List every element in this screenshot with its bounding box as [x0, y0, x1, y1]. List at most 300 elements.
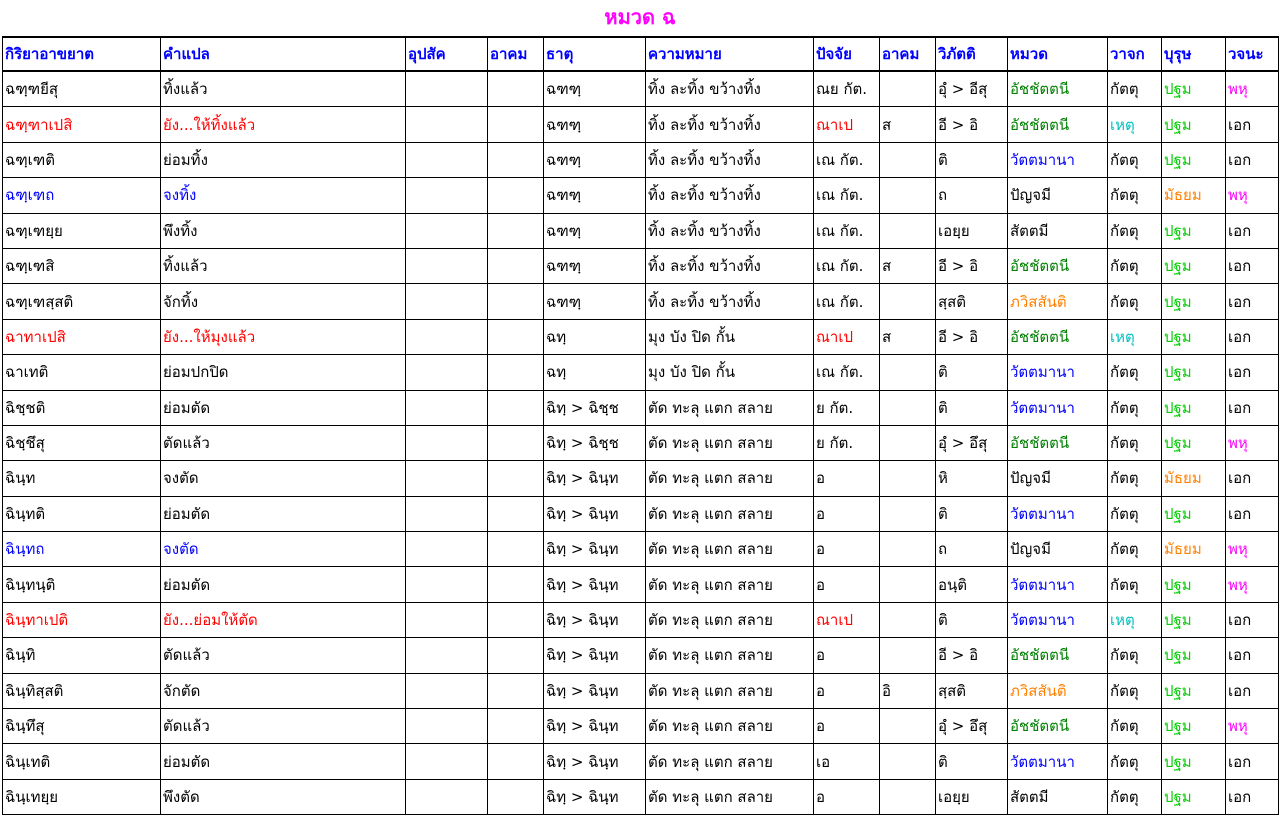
cell-tense-group: อัชชัตตนี	[1008, 319, 1108, 354]
cell-voice: กัตตุ	[1108, 355, 1162, 390]
cell-voice: เหตุ	[1108, 107, 1162, 142]
cell-meaning: ทิ้ง ละทิ้ง ขว้างทิ้ง	[646, 107, 814, 142]
cell-verb: ฉินฺท	[3, 461, 161, 496]
header-verb: กิริยาอาขยาต	[3, 37, 161, 71]
cell-translation: ย่อมตัด	[161, 567, 406, 602]
cell-tense-group: ภวิสสันติ	[1008, 284, 1108, 319]
cell-voice: กัตตุ	[1108, 744, 1162, 779]
cell-person: ปฐม	[1162, 602, 1226, 637]
cell-number: เอก	[1226, 390, 1279, 425]
cell-augment	[488, 248, 544, 283]
cell-augment	[488, 638, 544, 673]
cell-tense-group: สัตตมี	[1008, 779, 1108, 814]
cell-meaning: ตัด ทะลุ แตก สลาย	[646, 425, 814, 460]
cell-translation: พึงตัด	[161, 779, 406, 814]
cell-augment	[488, 744, 544, 779]
cell-meaning: ตัด ทะลุ แตก สลาย	[646, 673, 814, 708]
cell-translation: ทิ้งแล้ว	[161, 71, 406, 107]
cell-suffix: อ	[814, 638, 880, 673]
cell-translation: ย่อมตัด	[161, 496, 406, 531]
cell-prefix	[406, 71, 488, 107]
cell-voice: กัตตุ	[1108, 425, 1162, 460]
cell-root: ฉิทฺ > ฉินฺท	[544, 638, 646, 673]
cell-translation: ตัดแล้ว	[161, 709, 406, 744]
cell-root: ฉิทฺ > ฉินฺท	[544, 461, 646, 496]
cell-augment	[488, 178, 544, 213]
cell-translation: ยัง...ย่อมให้ตัด	[161, 602, 406, 637]
table-row	[3, 673, 1279, 708]
cell-augment	[488, 779, 544, 814]
cell-number: พหุ	[1226, 709, 1279, 744]
cell-meaning: ทิ้ง ละทิ้ง ขว้างทิ้ง	[646, 213, 814, 248]
header-meaning: ความหมาย	[646, 37, 814, 71]
cell-augment	[488, 213, 544, 248]
cell-prefix	[406, 532, 488, 567]
cell-root: ฉิทฺ > ฉินฺท	[544, 709, 646, 744]
cell-person: ปฐม	[1162, 496, 1226, 531]
cell-verb: ฉินฺทึสุ	[3, 709, 161, 744]
cell-verb: ฉฑฺเฑติ	[3, 142, 161, 177]
cell-voice: กัตตุ	[1108, 284, 1162, 319]
cell-prefix	[406, 602, 488, 637]
cell-root: ฉฑฑฺ	[544, 213, 646, 248]
cell-augment-2	[880, 425, 936, 460]
cell-inflection: อี > อิ	[936, 319, 1008, 354]
cell-meaning: ทิ้ง ละทิ้ง ขว้างทิ้ง	[646, 284, 814, 319]
cell-root: ฉิทฺ > ฉินฺท	[544, 496, 646, 531]
cell-tense-group: ปัญจมี	[1008, 532, 1108, 567]
cell-prefix	[406, 248, 488, 283]
table-row	[3, 744, 1279, 779]
cell-person: ปฐม	[1162, 425, 1226, 460]
table-row	[3, 178, 1279, 213]
cell-inflection: อี > อิ	[936, 638, 1008, 673]
cell-augment	[488, 673, 544, 708]
cell-suffix: ณาเป	[814, 602, 880, 637]
cell-suffix: เอ	[814, 744, 880, 779]
cell-augment-2	[880, 355, 936, 390]
cell-verb: ฉินฺทถ	[3, 532, 161, 567]
cell-number: เอก	[1226, 461, 1279, 496]
cell-tense-group: วัตตมานา	[1008, 355, 1108, 390]
cell-translation: พึงทิ้ง	[161, 213, 406, 248]
cell-root: ฉิทฺ > ฉินฺท	[544, 673, 646, 708]
cell-meaning: ทิ้ง ละทิ้ง ขว้างทิ้ง	[646, 178, 814, 213]
table-row	[3, 709, 1279, 744]
cell-meaning: ทิ้ง ละทิ้ง ขว้างทิ้ง	[646, 142, 814, 177]
page-title: หมวด ฉ	[604, 5, 676, 29]
cell-person: ปฐม	[1162, 709, 1226, 744]
cell-inflection: ติ	[936, 142, 1008, 177]
cell-tense-group: อัชชัตตนี	[1008, 71, 1108, 107]
cell-inflection: ติ	[936, 355, 1008, 390]
cell-root: ฉิทฺ > ฉินฺท	[544, 532, 646, 567]
cell-augment	[488, 284, 544, 319]
cell-translation: ย่อมปกปิด	[161, 355, 406, 390]
header-number: วจนะ	[1226, 37, 1279, 71]
cell-augment-2	[880, 390, 936, 425]
cell-suffix: อ	[814, 779, 880, 814]
cell-root: ฉิทฺ > ฉินฺท	[544, 602, 646, 637]
cell-suffix: ณาเป	[814, 107, 880, 142]
cell-augment-2	[880, 709, 936, 744]
cell-tense-group: สัตตมี	[1008, 213, 1108, 248]
cell-tense-group: วัตตมานา	[1008, 142, 1108, 177]
table-row	[3, 532, 1279, 567]
cell-prefix	[406, 709, 488, 744]
cell-voice: กัตตุ	[1108, 673, 1162, 708]
cell-translation: จงทิ้ง	[161, 178, 406, 213]
cell-root: ฉฑฑฺ	[544, 178, 646, 213]
cell-inflection: อุํ > อีสุ	[936, 71, 1008, 107]
cell-suffix: ณย กัต.	[814, 71, 880, 107]
cell-meaning: ตัด ทะลุ แตก สลาย	[646, 709, 814, 744]
cell-root: ฉฑฑฺ	[544, 107, 646, 142]
cell-augment	[488, 390, 544, 425]
cell-meaning: ทิ้ง ละทิ้ง ขว้างทิ้ง	[646, 248, 814, 283]
cell-inflection: ติ	[936, 390, 1008, 425]
cell-meaning: ตัด ทะลุ แตก สลาย	[646, 496, 814, 531]
cell-number: เอก	[1226, 673, 1279, 708]
cell-verb: ฉาเทติ	[3, 355, 161, 390]
cell-translation: จงตัด	[161, 532, 406, 567]
cell-augment-2: ส	[880, 319, 936, 354]
header-augment: อาคม	[488, 37, 544, 71]
cell-suffix: อ	[814, 496, 880, 531]
cell-augment-2	[880, 496, 936, 531]
cell-verb: ฉินฺทิสฺสติ	[3, 673, 161, 708]
table-row	[3, 248, 1279, 283]
cell-number: เอก	[1226, 319, 1279, 354]
cell-inflection: อุํ > อึสุ	[936, 425, 1008, 460]
cell-meaning: ตัด ทะลุ แตก สลาย	[646, 532, 814, 567]
cell-root: ฉิทฺ > ฉินฺท	[544, 567, 646, 602]
cell-root: ฉิทฺ > ฉิชฺช	[544, 425, 646, 460]
cell-number: เอก	[1226, 107, 1279, 142]
cell-inflection: ถ	[936, 178, 1008, 213]
cell-suffix: อ	[814, 709, 880, 744]
header-row	[3, 37, 1279, 71]
cell-number: เอก	[1226, 142, 1279, 177]
cell-verb: ฉินฺทิ	[3, 638, 161, 673]
cell-person: ปฐม	[1162, 638, 1226, 673]
header-tense-group: หมวด	[1008, 37, 1108, 71]
cell-number: เอก	[1226, 496, 1279, 531]
cell-meaning: มุง บัง ปิด กั้น	[646, 319, 814, 354]
cell-prefix	[406, 178, 488, 213]
cell-verb: ฉิชฺชึสุ	[3, 425, 161, 460]
cell-translation: ย่อมทิ้ง	[161, 142, 406, 177]
cell-person: ปฐม	[1162, 355, 1226, 390]
cell-suffix: เณ กัต.	[814, 142, 880, 177]
cell-voice: กัตตุ	[1108, 709, 1162, 744]
table-body	[3, 71, 1279, 815]
cell-augment-2	[880, 142, 936, 177]
header-voice: วาจก	[1108, 37, 1162, 71]
table-row	[3, 425, 1279, 460]
table-row	[3, 284, 1279, 319]
cell-person: ปฐม	[1162, 71, 1226, 107]
cell-tense-group: วัตตมานา	[1008, 567, 1108, 602]
cell-verb: ฉินฺเทติ	[3, 744, 161, 779]
cell-inflection: สฺสติ	[936, 673, 1008, 708]
header-root: ธาตุ	[544, 37, 646, 71]
cell-number: พหุ	[1226, 532, 1279, 567]
cell-verb: ฉฑฺเฑสิ	[3, 248, 161, 283]
table-row	[3, 602, 1279, 637]
cell-number: พหุ	[1226, 71, 1279, 107]
cell-meaning: ทิ้ง ละทิ้ง ขว้างทิ้ง	[646, 71, 814, 107]
table-row	[3, 567, 1279, 602]
cell-verb: ฉินฺเทยฺย	[3, 779, 161, 814]
cell-meaning: ตัด ทะลุ แตก สลาย	[646, 390, 814, 425]
cell-inflection: เอยฺย	[936, 213, 1008, 248]
cell-augment	[488, 709, 544, 744]
cell-prefix	[406, 638, 488, 673]
cell-root: ฉฑฑฺ	[544, 284, 646, 319]
table-row	[3, 71, 1279, 107]
table-row	[3, 142, 1279, 177]
cell-inflection: หิ	[936, 461, 1008, 496]
cell-prefix	[406, 213, 488, 248]
cell-prefix	[406, 496, 488, 531]
cell-translation: ยัง...ให้ทิ้งแล้ว	[161, 107, 406, 142]
cell-meaning: ตัด ทะลุ แตก สลาย	[646, 744, 814, 779]
cell-augment-2	[880, 602, 936, 637]
cell-tense-group: ปัญจมี	[1008, 178, 1108, 213]
cell-root: ฉทฺ	[544, 355, 646, 390]
cell-meaning: ตัด ทะลุ แตก สลาย	[646, 602, 814, 637]
cell-voice: เหตุ	[1108, 602, 1162, 637]
cell-prefix	[406, 390, 488, 425]
cell-prefix	[406, 142, 488, 177]
cell-voice: เหตุ	[1108, 319, 1162, 354]
cell-prefix	[406, 107, 488, 142]
cell-voice: กัตตุ	[1108, 532, 1162, 567]
cell-voice: กัตตุ	[1108, 638, 1162, 673]
cell-inflection: อี > อิ	[936, 107, 1008, 142]
cell-verb: ฉฑฺฑยีสุ	[3, 71, 161, 107]
cell-tense-group: วัตตมานา	[1008, 602, 1108, 637]
cell-augment	[488, 496, 544, 531]
cell-prefix	[406, 425, 488, 460]
header-prefix: อุปสัค	[406, 37, 488, 71]
cell-prefix	[406, 567, 488, 602]
cell-inflection: สฺสติ	[936, 284, 1008, 319]
table-row	[3, 779, 1279, 814]
cell-augment-2	[880, 213, 936, 248]
cell-augment	[488, 461, 544, 496]
cell-augment	[488, 319, 544, 354]
cell-prefix	[406, 744, 488, 779]
cell-number: เอก	[1226, 779, 1279, 814]
cell-verb: ฉฑฺเฑยฺย	[3, 213, 161, 248]
cell-translation: ย่อมตัด	[161, 390, 406, 425]
cell-voice: กัตตุ	[1108, 461, 1162, 496]
cell-augment	[488, 532, 544, 567]
cell-voice: กัตตุ	[1108, 779, 1162, 814]
cell-augment	[488, 142, 544, 177]
table-row	[3, 319, 1279, 354]
cell-inflection: ติ	[936, 602, 1008, 637]
conjugation-table	[2, 36, 1279, 815]
cell-suffix: ย กัต.	[814, 390, 880, 425]
cell-translation: ย่อมตัด	[161, 744, 406, 779]
cell-prefix	[406, 779, 488, 814]
cell-person: ปฐม	[1162, 142, 1226, 177]
cell-root: ฉฑฑฺ	[544, 248, 646, 283]
cell-augment-2	[880, 284, 936, 319]
cell-augment-2	[880, 744, 936, 779]
cell-voice: กัตตุ	[1108, 71, 1162, 107]
cell-translation: ยัง...ให้มุงแล้ว	[161, 319, 406, 354]
header-augment-2: อาคม	[880, 37, 936, 71]
cell-translation: ตัดแล้ว	[161, 638, 406, 673]
cell-voice: กัตตุ	[1108, 390, 1162, 425]
cell-prefix	[406, 319, 488, 354]
cell-suffix: เณ กัต.	[814, 213, 880, 248]
cell-suffix: ณาเป	[814, 319, 880, 354]
cell-tense-group: วัตตมานา	[1008, 744, 1108, 779]
cell-tense-group: ภวิสสันติ	[1008, 673, 1108, 708]
cell-verb: ฉินฺทนฺติ	[3, 567, 161, 602]
cell-translation: ตัดแล้ว	[161, 425, 406, 460]
cell-tense-group: วัตตมานา	[1008, 390, 1108, 425]
cell-inflection: อนฺติ	[936, 567, 1008, 602]
cell-voice: กัตตุ	[1108, 178, 1162, 213]
cell-suffix: เณ กัต.	[814, 355, 880, 390]
cell-person: ปฐม	[1162, 213, 1226, 248]
cell-person: มัธยม	[1162, 178, 1226, 213]
cell-augment-2	[880, 532, 936, 567]
cell-number: เอก	[1226, 638, 1279, 673]
cell-inflection: อี > อิ	[936, 248, 1008, 283]
cell-prefix	[406, 461, 488, 496]
cell-translation: จักตัด	[161, 673, 406, 708]
cell-augment	[488, 567, 544, 602]
cell-person: มัธยม	[1162, 461, 1226, 496]
cell-verb: ฉิชฺชติ	[3, 390, 161, 425]
cell-meaning: ตัด ทะลุ แตก สลาย	[646, 461, 814, 496]
cell-augment	[488, 71, 544, 107]
cell-root: ฉิทฺ > ฉินฺท	[544, 779, 646, 814]
header-translation: คำแปล	[161, 37, 406, 71]
cell-inflection: ติ	[936, 744, 1008, 779]
cell-verb: ฉาทาเปสิ	[3, 319, 161, 354]
cell-number: พหุ	[1226, 178, 1279, 213]
cell-tense-group: อัชชัตตนี	[1008, 248, 1108, 283]
cell-augment-2	[880, 178, 936, 213]
cell-augment-2	[880, 461, 936, 496]
cell-augment-2: ส	[880, 248, 936, 283]
cell-person: ปฐม	[1162, 673, 1226, 708]
cell-prefix	[406, 355, 488, 390]
cell-tense-group: อัชชัตตนี	[1008, 709, 1108, 744]
cell-tense-group: อัชชัตตนี	[1008, 638, 1108, 673]
cell-number: เอก	[1226, 213, 1279, 248]
cell-tense-group: ปัญจมี	[1008, 461, 1108, 496]
table-row	[3, 213, 1279, 248]
cell-verb: ฉฑฺเฑสฺสติ	[3, 284, 161, 319]
cell-suffix: อ	[814, 461, 880, 496]
cell-inflection: ถ	[936, 532, 1008, 567]
cell-augment-2	[880, 779, 936, 814]
cell-person: ปฐม	[1162, 248, 1226, 283]
cell-tense-group: วัตตมานา	[1008, 496, 1108, 531]
cell-root: ฉิทฺ > ฉินฺท	[544, 744, 646, 779]
cell-translation: จงตัด	[161, 461, 406, 496]
cell-root: ฉทฺ	[544, 319, 646, 354]
cell-voice: กัตตุ	[1108, 248, 1162, 283]
cell-suffix: อ	[814, 532, 880, 567]
cell-person: ปฐม	[1162, 107, 1226, 142]
cell-number: เอก	[1226, 602, 1279, 637]
cell-number: เอก	[1226, 248, 1279, 283]
cell-person: ปฐม	[1162, 319, 1226, 354]
cell-person: ปฐม	[1162, 390, 1226, 425]
table-row	[3, 355, 1279, 390]
cell-root: ฉฑฑฺ	[544, 71, 646, 107]
cell-number: เอก	[1226, 284, 1279, 319]
table-row	[3, 638, 1279, 673]
cell-augment-2: ส	[880, 107, 936, 142]
cell-augment	[488, 425, 544, 460]
header-inflection: วิภัตติ	[936, 37, 1008, 71]
cell-prefix	[406, 284, 488, 319]
cell-augment	[488, 355, 544, 390]
cell-person: ปฐม	[1162, 284, 1226, 319]
cell-augment-2	[880, 71, 936, 107]
table-row	[3, 461, 1279, 496]
table-row	[3, 496, 1279, 531]
cell-number: พหุ	[1226, 425, 1279, 460]
cell-root: ฉิทฺ > ฉิชฺช	[544, 390, 646, 425]
cell-person: ปฐม	[1162, 779, 1226, 814]
cell-number: พหุ	[1226, 567, 1279, 602]
cell-prefix	[406, 673, 488, 708]
cell-voice: กัตตุ	[1108, 496, 1162, 531]
cell-verb: ฉฑฺเฑถ	[3, 178, 161, 213]
cell-verb: ฉฑฺฑาเปสิ	[3, 107, 161, 142]
cell-verb: ฉินฺทติ	[3, 496, 161, 531]
cell-person: มัธยม	[1162, 532, 1226, 567]
cell-augment	[488, 602, 544, 637]
cell-suffix: เณ กัต.	[814, 248, 880, 283]
cell-meaning: ตัด ทะลุ แตก สลาย	[646, 638, 814, 673]
cell-meaning: ตัด ทะลุ แตก สลาย	[646, 567, 814, 602]
table-row	[3, 390, 1279, 425]
cell-voice: กัตตุ	[1108, 567, 1162, 602]
cell-translation: จักทิ้ง	[161, 284, 406, 319]
cell-inflection: เอยฺย	[936, 779, 1008, 814]
cell-suffix: อ	[814, 673, 880, 708]
cell-inflection: อุํ > อึสุ	[936, 709, 1008, 744]
cell-voice: กัตตุ	[1108, 142, 1162, 177]
cell-person: ปฐม	[1162, 567, 1226, 602]
cell-inflection: ติ	[936, 496, 1008, 531]
cell-suffix: อ	[814, 567, 880, 602]
cell-root: ฉฑฑฺ	[544, 142, 646, 177]
cell-suffix: เณ กัต.	[814, 178, 880, 213]
cell-augment	[488, 107, 544, 142]
cell-augment-2	[880, 567, 936, 602]
cell-augment-2	[880, 638, 936, 673]
cell-suffix: เณ กัต.	[814, 284, 880, 319]
cell-meaning: มุง บัง ปิด กั้น	[646, 355, 814, 390]
header-suffix: ปัจจัย	[814, 37, 880, 71]
cell-number: เอก	[1226, 355, 1279, 390]
cell-tense-group: อัชชัตตนี	[1008, 425, 1108, 460]
